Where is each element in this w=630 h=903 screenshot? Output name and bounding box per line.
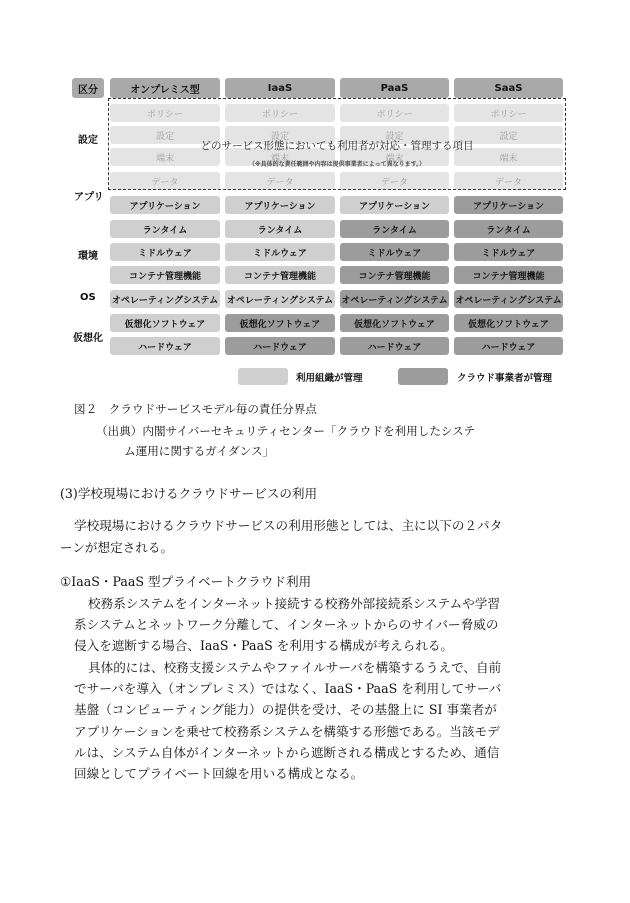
cell-runtime-paas: ランタイム: [340, 220, 449, 238]
cell-application-saas: アプリケーション: [454, 196, 563, 214]
cell-data-onpremise: データ: [110, 172, 220, 190]
cell-virtsw-saas: 仮想化ソフトウェア: [454, 314, 563, 332]
cell-application-iaas: アプリケーション: [225, 196, 335, 214]
cell-container-iaas: コンテナ管理機能: [225, 266, 335, 284]
section3-para-line1: 学校現場におけるクラウドサービスの利用形態としては、主に以下の２パタ: [74, 518, 503, 533]
category-env: 環境: [78, 251, 98, 262]
item1-p2-line3: 基盤（コンピューティング能力）の提供を受け、その基盤上に SI 事業者が: [74, 702, 497, 717]
figure-caption-title: 図２ クラウドサービスモデル毎の責任分界点: [74, 402, 317, 416]
cell-opsys-paas: オペレーティングシステム: [340, 290, 449, 308]
item1-heading: ①IaaS・PaaS 型プライベートクラウド利用: [60, 574, 312, 589]
header-iaas: IaaS: [225, 78, 335, 98]
cell-data-saas: データ: [454, 172, 563, 190]
figure-caption-source-2: ム運用に関するガイダンス」: [124, 444, 275, 458]
cell-virtsw-paas: 仮想化ソフトウェア: [340, 314, 449, 332]
overlay-note: （※具体的な責任範囲や内容は提供事業者によって異なります。）: [248, 161, 426, 168]
cell-hardware-iaas: ハードウェア: [225, 337, 335, 355]
cell-terminal-iaas: 端末: [225, 148, 335, 166]
cell-runtime-saas: ランタイム: [454, 220, 563, 238]
item1-p2-line5: ルは、システム自体がインターネットから遮断される構成とするため、通信: [74, 745, 500, 760]
cell-policy-paas: ポリシー: [340, 104, 449, 122]
cell-virtsw-iaas: 仮想化ソフトウェア: [225, 314, 335, 332]
header-saas: SaaS: [454, 78, 563, 98]
cell-terminal-saas: 端末: [454, 148, 563, 166]
cell-hardware-saas: ハードウェア: [454, 337, 563, 355]
cell-middleware-paas: ミドルウェア: [340, 243, 449, 261]
overlay-text: どのサービス形態においても利用者が対応・管理する項目: [200, 140, 474, 152]
cell-config-iaas: 設定: [225, 126, 335, 144]
item1-p1-line1: 校務系システムをインターネット接続する校務外部接続系システムや学習: [88, 596, 500, 611]
cell-data-paas: データ: [340, 172, 449, 190]
item1-p2-line6: 回線としてプライベート回線を用いる構成となる。: [74, 766, 364, 781]
cell-terminal-onpremise: 端末: [110, 148, 220, 166]
cell-data-iaas: データ: [225, 172, 335, 190]
item1-p2-line2: でサーバを導入（オンプレミス）ではなく、IaaS・PaaS を利用してサーバ: [74, 681, 502, 696]
cell-config-onpremise: 設定: [110, 126, 220, 144]
cell-policy-onpremise: ポリシー: [110, 104, 220, 122]
cell-middleware-saas: ミドルウェア: [454, 243, 563, 261]
cell-middleware-onpremise: ミドルウェア: [110, 243, 220, 261]
cell-container-paas: コンテナ管理機能: [340, 266, 449, 284]
cell-runtime-iaas: ランタイム: [225, 220, 335, 238]
header-category: 区分: [72, 78, 104, 98]
category-virt: 仮想化: [73, 333, 103, 344]
cell-opsys-saas: オペレーティングシステム: [454, 290, 563, 308]
cell-hardware-paas: ハードウェア: [340, 337, 449, 355]
cell-terminal-paas: 端末: [340, 148, 449, 166]
section3-heading: (3)学校現場におけるクラウドサービスの利用: [60, 486, 318, 501]
category-settings: 設定: [78, 135, 98, 146]
legend-provider-label: クラウド事業者が管理: [457, 373, 553, 384]
item1-p1-line2: 系システムとネットワーク分離して、インターネットからのサイバー脅威の: [74, 617, 499, 632]
cell-config-paas: 設定: [340, 126, 449, 144]
cell-container-onpremise: コンテナ管理機能: [110, 266, 220, 284]
responsibility-figure: [0, 0, 630, 390]
cell-config-saas: 設定: [454, 126, 563, 144]
cell-runtime-onpremise: ランタイム: [110, 220, 220, 238]
cell-opsys-onpremise: オペレーティングシステム: [110, 290, 220, 308]
cell-hardware-onpremise: ハードウェア: [110, 337, 220, 355]
cell-policy-iaas: ポリシー: [225, 104, 335, 122]
figure-caption-source-1: （出典）内閣サイバーセキュリティセンター「クラウドを利用したシステ: [96, 424, 476, 438]
cell-container-saas: コンテナ管理機能: [454, 266, 563, 284]
item1-p2-line1: 具体的には、校務支援システムやファイルサーバを構築するうえで、自前: [88, 660, 502, 675]
category-os: OS: [80, 292, 96, 303]
cell-opsys-iaas: オペレーティングシステム: [225, 290, 335, 308]
legend-user-label: 利用組織が管理: [296, 373, 363, 384]
item1-p1-line3: 侵入を遮断する場合、IaaS・PaaS を利用する構成が考えられる。: [74, 638, 454, 653]
header-onpremise: オンプレミス型: [110, 78, 220, 98]
legend-swatch-provider: [398, 368, 448, 385]
item1-p2-line4: アプリケーションを乗せて校務系システムを構築する形態である。当該モデ: [74, 724, 500, 739]
cell-virtsw-onpremise: 仮想化ソフトウェア: [110, 314, 220, 332]
legend-swatch-user: [238, 368, 288, 385]
section3-para-line2: ーンが想定される。: [60, 540, 174, 555]
cell-application-paas: アプリケーション: [340, 196, 449, 214]
cell-middleware-iaas: ミドルウェア: [225, 243, 335, 261]
cell-application-onpremise: アプリケーション: [110, 196, 220, 214]
category-app: アプリ: [74, 192, 104, 203]
cell-policy-saas: ポリシー: [454, 104, 563, 122]
header-paas: PaaS: [340, 78, 449, 98]
